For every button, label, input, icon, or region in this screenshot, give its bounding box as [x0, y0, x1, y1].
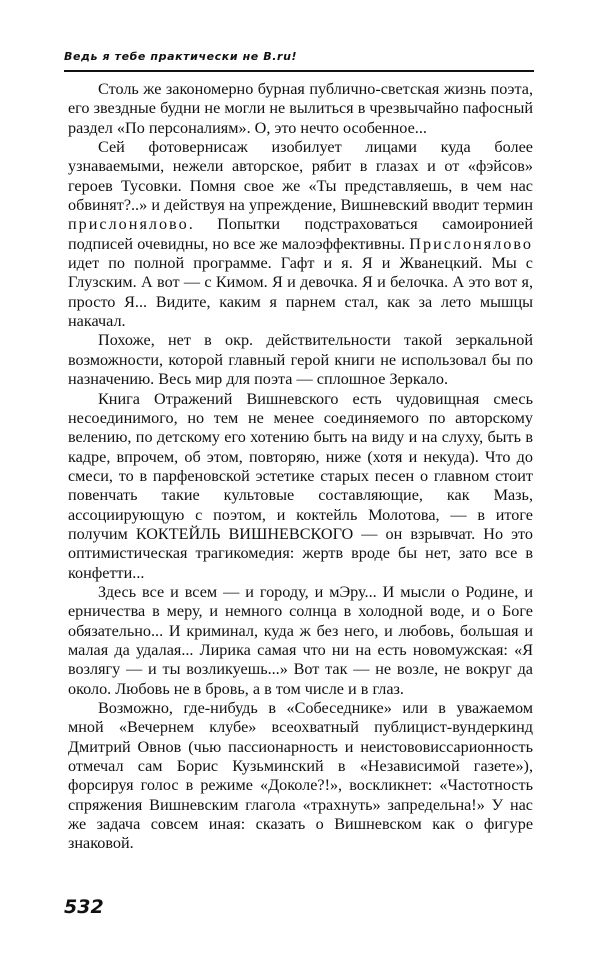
header-rule: [64, 70, 534, 72]
body-text: [68, 80, 533, 854]
term-prislonyalovo-2: Прислонялово: [409, 234, 533, 253]
paragraph-2-part-3: идет по полной программе. Гафт и я. Я и Жванецкий. Мы с Глузским. А вот — с Кимом. Я и девочка. Я и белочка. А это вот я, просто Я... Видите, каким я парнем стал, как за лето мышцы накачал.: [68, 254, 533, 331]
paragraph-2: [68, 138, 533, 331]
paragraph-4: Книга Отражений Вишневского есть чудовищная смесь несоединимого, но тем не менее соединяемого по авторскому велению, по детскому его хотению быть на виду и на слуху, быть в кадре, впрочем, об этом, повторяю, ниже (хотя и некуда). Что до смеси, то в парфеновской эстетике старых песен о главном стоит повенчать такие культовые составляющие, как Мазь, ассоциирующую с поэтом, и коктейль Молотова, — в итоге получим КОКТЕЙЛЬ ВИШНЕВСКОГО — он взрывчат. Но это оптимистическая трагикомедия: жертв вроде бы нет, зато все в конфетти...: [68, 389, 533, 582]
page-number: 532: [64, 896, 104, 918]
paragraph-5: Здесь все и всем — и городу, и мЭру... И мысли о Родине, и ерничества в меру, и немного солнца в холодной воде, и о Боге обязательно... И криминал, куда ж без него, и любовь, большая и малая да удалая... Лирика самая что ни на есть новомужская: «Я возлягу — и ты возликуешь...» Вот так — не возле, не вокруг да около. Любовь не в бровь, а в том числе и в глаз.: [68, 582, 533, 698]
paragraph-1: Столь же закономерно бурная публично-светская жизнь поэта, его звездные будни не могли не вылиться в чрезвычайно пафосный раздел «По персоналиям». О, это нечто особенное...: [68, 80, 533, 137]
running-head: Ведь я тебе практически не В.ru!: [64, 50, 298, 63]
paragraph-2-part-1: Сей фотовернисаж изобилует лицами куда более узнаваемыми, нежели авторское, рябит в глазах и от «фэйсов» героев Тусовки. Помня свое же «Ты представляешь, в чем нас обвинят?..» и действуя на упреждение, Вишневский вводит термин: [68, 138, 533, 215]
term-prislonyalovo: прислонялово: [68, 215, 189, 234]
paragraph-6: Возможно, где-нибудь в «Собеседнике» или в уважаемом мной «Вечернем клубе» всеохватный публицист-вундеркинд Дмитрий Овнов (чью пассионарность и неистововиссарионность отмечал сам Борис Кузьминский в «Независимой газете»), форсируя голос в режиме «Доколе?!», воскликнет: «Частотность спряжения Вишневским глагола «трахнуть» запредельна!» У нас же задача совсем иная: сказать о Вишневском как о фигуре знаковой.: [68, 699, 533, 853]
paragraph-2-part-2: . Попытки подстраховаться самоиронией подписей очевидны, но все же малоэффективны.: [68, 215, 533, 253]
paragraph-3: Похоже, нет в окр. действительности такой зеркальной возможности, которой главный герой книги не использовал бы по назначению. Весь мир для поэта — сплошное Зеркало.: [68, 331, 533, 389]
